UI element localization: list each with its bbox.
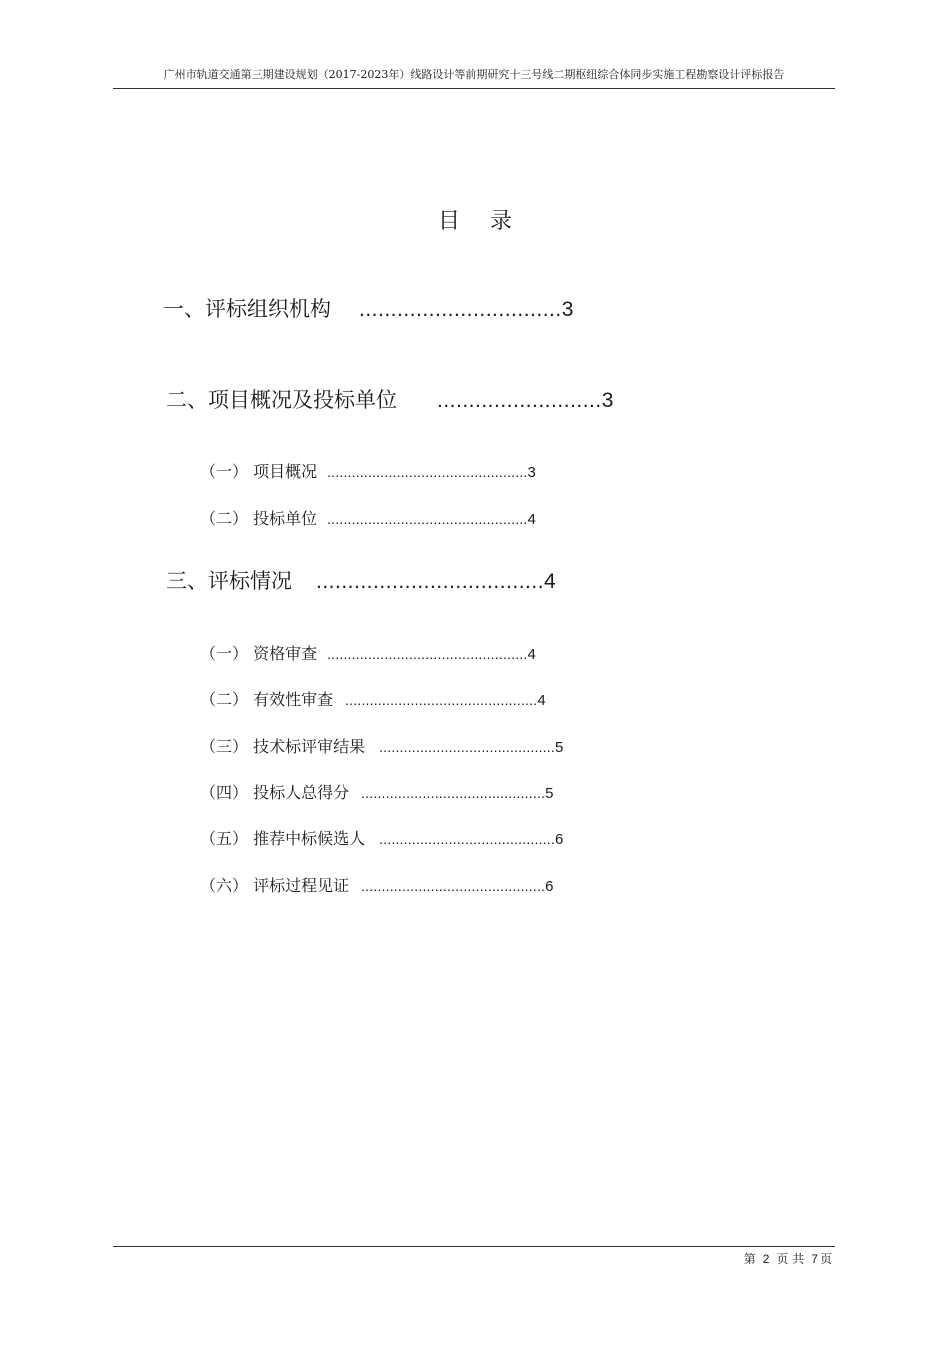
toc-entry-label: （二） 有效性审查 (200, 690, 334, 709)
toc-entry-label: 三、评标情况 (166, 569, 292, 593)
toc-entry-label: 二、项目概况及投标单位 (166, 388, 397, 412)
toc-entry-page: 4 (544, 570, 556, 593)
toc-entry-subsection-3-5[interactable] (200, 826, 563, 849)
toc-entry-leader: ............................................... (345, 692, 538, 708)
page-footer (744, 1250, 832, 1267)
toc-entry-section-1[interactable] (163, 293, 573, 323)
toc-entry-page: 3 (601, 389, 614, 412)
toc-entry-page: 5 (554, 739, 564, 756)
toc-entry-subsection-2-1[interactable] (200, 459, 536, 482)
toc-entry-leader: ................................................. (327, 511, 528, 527)
toc-title (0, 204, 950, 235)
toc-entry-label: 一、评标组织机构 (163, 297, 331, 321)
footer-suffix: 页 (819, 1252, 832, 1266)
toc-entry-page: 4 (527, 646, 536, 663)
toc-entry-subsection-3-4[interactable] (200, 780, 553, 803)
toc-entry-label: （二） 投标单位 (200, 509, 318, 528)
toc-entry-page: 3 (561, 298, 574, 321)
toc-entry-page: 4 (537, 692, 546, 709)
toc-entry-label: （六） 评标过程见证 (200, 876, 350, 895)
toc-entry-page: 3 (527, 464, 536, 481)
toc-entry-page: 4 (527, 511, 536, 528)
toc-entry-leader: ............................................. (361, 785, 546, 801)
toc-entry-leader: ........................................... (379, 831, 555, 847)
toc-entry-leader: .......................... (437, 389, 602, 412)
footer-current-page: 2 (762, 1252, 770, 1266)
toc-entry-leader: .................................... (316, 570, 545, 593)
running-header: 广州市轨道交通第三期建设规划（2017-2023年）线路设计等前期研究十三号线二期枢纽综合体同步实施工程勘察设计评标报告 (113, 68, 835, 89)
toc-entry-leader: ................................................. (327, 464, 528, 480)
toc-entry-section-2[interactable] (166, 384, 613, 414)
footer-total-pages: 7 (811, 1252, 818, 1266)
toc-entry-page: 6 (554, 831, 564, 848)
toc-entry-subsection-3-3[interactable] (200, 734, 563, 757)
toc-entry-leader: ................................ (359, 298, 562, 321)
footer-rule (113, 1246, 835, 1247)
toc-title-char-2: 录 (490, 209, 513, 234)
toc-entry-leader: ............................................. (361, 878, 546, 894)
toc-entry-leader: ........................................... (379, 739, 555, 755)
toc-entry-subsection-3-2[interactable] (200, 687, 546, 710)
toc-entry-section-3[interactable] (166, 565, 556, 595)
toc-entry-page: 6 (545, 878, 554, 895)
toc-entry-label: （五） 推荐中标候选人 (200, 829, 366, 848)
toc-entry-subsection-3-1[interactable] (200, 641, 536, 664)
toc-entry-subsection-2-2[interactable] (200, 506, 536, 529)
toc-entry-subsection-3-6[interactable] (200, 873, 553, 896)
toc-entry-label: （三） 技术标评审结果 (200, 737, 366, 756)
toc-entry-page: 5 (545, 785, 554, 802)
toc-entry-label: （一） 项目概况 (200, 462, 318, 481)
toc-entry-label: （四） 投标人总得分 (200, 783, 350, 802)
toc-title-char-1: 目 (437, 209, 460, 234)
toc-entry-label: （一） 资格审查 (200, 644, 318, 663)
toc-entry-leader: ................................................. (327, 646, 528, 662)
footer-middle: 页 共 (776, 1252, 805, 1266)
footer-prefix: 第 (743, 1252, 756, 1266)
